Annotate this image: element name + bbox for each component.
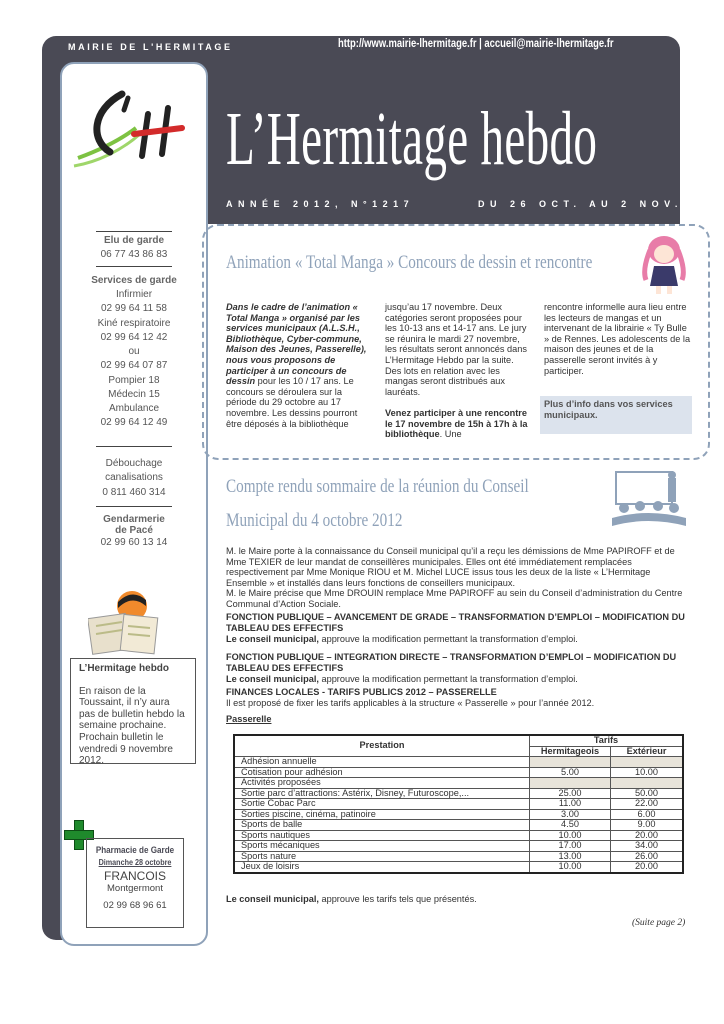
exterieur-cell: 10.00 xyxy=(611,767,684,778)
hebdo-notice-box xyxy=(70,658,196,767)
ambulance-label: Ambulance xyxy=(108,403,160,414)
canalisations-label: canalisations xyxy=(105,472,163,483)
prestation-cell: Sports nature xyxy=(234,851,530,862)
hermitageois-cell: 13.00 xyxy=(530,851,611,862)
prestation-cell: Sorties piscine, cinéma, patinoire xyxy=(234,809,530,820)
prestation-cell: Sortie Cobac Parc xyxy=(234,799,530,810)
sidebar xyxy=(60,62,208,946)
kine-phone-2: 02 99 64 07 87 xyxy=(100,360,168,371)
kine-phone: 02 99 64 12 42 xyxy=(100,332,168,343)
section-1-title: FONCTION PUBLIQUE – AVANCEMENT DE GRADE – TRANSFORMATION D’EMPLOI – MODIFICATION DU TABLEAU DES EFFECTIFS xyxy=(226,612,685,633)
tarifs-table xyxy=(233,734,684,874)
exterieur-cell xyxy=(611,757,684,768)
conseil-paragraph-2: M. le Maire précise que Mme DROUIN remplace Mme PAPIROFF au sein du Conseil d’administration du Centre Communal d’Action Sociale. xyxy=(226,588,683,609)
conseil-conclusion: Le conseil municipal, approuve les tarifs tels que présentés. xyxy=(226,894,477,904)
col-hermitageois: Hermitageois xyxy=(530,746,611,757)
section-2-title: FONCTION PUBLIQUE – INTEGRATION DIRECTE – TRANSFORMATION D’EMPLOI – MODIFICATION DU TABLEAU DES EFFECTIFS xyxy=(226,652,677,673)
prestation-cell: Activités proposées xyxy=(234,778,530,789)
pharmacy-city: Montgermont xyxy=(107,883,163,894)
gendarmerie-title: Gendarmerie xyxy=(103,514,165,525)
ambulance-phone: 02 99 64 12 49 xyxy=(100,417,168,428)
conseil-title-line-1: Compte rendu sommaire de la réunion du Conseil xyxy=(226,476,529,497)
section-3-title: FINANCES LOCALES - TARIFS PUBLICS 2012 – PASSERELLE xyxy=(226,687,497,697)
exterieur-cell: 20.00 xyxy=(611,830,684,841)
table-row xyxy=(234,767,683,778)
manga-info-box: Plus d’info dans vos services municipaux. xyxy=(540,396,692,434)
col-prestation: Prestation xyxy=(234,735,530,757)
divider xyxy=(96,266,172,267)
prestation-cell: Sports nautiques xyxy=(234,830,530,841)
hermitageois-cell: 5.00 xyxy=(530,767,611,778)
contact-link[interactable]: http://www.mairie-lhermitage.fr | accueil@mairie-lhermitage.fr xyxy=(338,38,614,50)
pharmacy-phone: 02 99 68 96 61 xyxy=(103,900,167,911)
divider xyxy=(96,446,172,447)
table-row xyxy=(234,809,683,820)
table-row xyxy=(234,862,683,873)
col-tarifs: Tarifs xyxy=(530,735,684,746)
exterieur-cell: 20.00 xyxy=(611,862,684,873)
section-1-text: Le conseil municipal, approuve la modification permettant la transformation d’emploi. xyxy=(226,634,578,644)
pharmacy-date: Dimanche 28 octobre xyxy=(98,858,172,867)
debouchage-label: Débouchage xyxy=(105,458,163,469)
infirmier-phone: 02 99 64 11 58 xyxy=(101,303,167,314)
elu-phone: 06 77 43 86 83 xyxy=(100,249,168,260)
hermitageois-cell: 17.00 xyxy=(530,841,611,852)
manga-col-3: rencontre informelle aura lieu entre les lecteurs de mangas et un intervenant de la librairie « Ty Bulle » de Rennes. Les adolescents de la maison des jeunes et de la passerelle seront invités à y participer. xyxy=(544,302,691,376)
section-2-text: Le conseil municipal, approuve la modification permettant la transformation d’emploi. xyxy=(226,674,578,684)
hermitageois-cell: 25.00 xyxy=(530,788,611,799)
medecin-label: Médecin 15 xyxy=(108,389,160,400)
manga-title: Animation « Total Manga » Concours de dessin et rencontre xyxy=(226,252,593,273)
services-title: Services de garde xyxy=(91,275,177,286)
gendarmerie-phone: 02 99 60 13 14 xyxy=(100,537,168,548)
council-meeting-icon xyxy=(606,468,690,538)
debouchage-phone: 0 811 460 314 xyxy=(102,487,166,498)
conseil-paragraph-1: M. le Maire porte à la connaissance du Conseil municipal qu’il a reçu les démissions de Mme PAPIROFF et de Mme TEXIER de leur mandat de conseillères municipales. Elles ont été immédiatement remplacées respectivement par Mme Monique RIOU et M. Michel LUCE issus tous les deux de la liste « L’Hermitage Ensemble » et installés dans leurs fonctions de conseillers municipaux. xyxy=(226,546,675,588)
manga-character-icon xyxy=(636,230,692,296)
logo-icon xyxy=(70,80,194,180)
table-row xyxy=(234,778,683,789)
exterieur-cell: 50.00 xyxy=(611,788,684,799)
prestation-cell: Adhésion annuelle xyxy=(234,757,530,768)
hermitageois-cell: 4.50 xyxy=(530,820,611,831)
table-row xyxy=(234,830,683,841)
divider xyxy=(96,231,172,232)
hermitageois-cell xyxy=(530,757,611,768)
prestation-cell: Cotisation pour adhésion xyxy=(234,767,530,778)
pharmacy-box xyxy=(86,838,184,928)
newspaper-reader-icon xyxy=(88,588,160,656)
hermitageois-cell: 11.00 xyxy=(530,799,611,810)
infirmier-label: Infirmier xyxy=(115,289,153,300)
table-row xyxy=(234,788,683,799)
manga-col-2: jusqu’au 17 novembre. Deux catégories seront proposées pour les 10-13 ans et 14-17 ans. Le jury se réunira le mardi 27 novembre, les résultats seront annoncés dans L’Hermitage Hebdo par la suite. Des lots en relation avec les mangas seront distribués aux lauréats. Venez participer à une rencontre le 17 novembre de 15h à 17h à la bibliothèque. Une xyxy=(385,302,528,440)
table-row xyxy=(234,799,683,810)
mairie-label: MAIRIE DE L'HERMITAGE xyxy=(68,42,233,52)
divider xyxy=(96,506,172,507)
section-3-text: Il est proposé de fixer les tarifs applicables à la structure « Passerelle » pour l’année 2012. xyxy=(226,698,595,708)
ou-label: ou xyxy=(128,346,140,357)
table-header-row xyxy=(234,735,683,746)
page-title: L’Hermitage hebdo xyxy=(226,97,598,181)
hermitageois-cell: 3.00 xyxy=(530,809,611,820)
table-row xyxy=(234,851,683,862)
hermitageois-cell xyxy=(530,778,611,789)
prestation-cell: Sports mécaniques xyxy=(234,841,530,852)
exterieur-cell xyxy=(611,778,684,789)
kine-label: Kiné respiratoire xyxy=(97,318,171,329)
passerelle-heading: Passerelle xyxy=(226,714,272,724)
prestation-cell: Sortie parc d’attractions: Astérix, Disney, Futuroscope,... xyxy=(234,788,530,799)
exterieur-cell: 34.00 xyxy=(611,841,684,852)
table-row xyxy=(234,820,683,831)
prestation-cell: Sports de balle xyxy=(234,820,530,831)
hermitageois-cell: 10.00 xyxy=(530,830,611,841)
exterieur-cell: 6.00 xyxy=(611,809,684,820)
issue-dates: DU 26 OCT. AU 2 NOV. xyxy=(478,199,683,209)
issue-number: ANNÉE 2012, N°1217 xyxy=(226,199,415,209)
elu-title: Elu de garde xyxy=(103,235,164,246)
pompier-label: Pompier 18 xyxy=(108,375,160,386)
pharmacy-name: FRANCOIS xyxy=(103,869,166,883)
pharmacy-title: Pharmacie de Garde xyxy=(95,845,175,855)
prestation-cell: Jeux de loisirs xyxy=(234,862,530,873)
exterieur-cell: 26.00 xyxy=(611,851,684,862)
hermitageois-cell: 10.00 xyxy=(530,862,611,873)
hebdo-notice-text: En raison de la Toussaint, il n’y aura pas de bulletin hebdo la semaine prochaine. Prochain bulletin le vendredi 9 novembre 2012. xyxy=(79,685,185,767)
exterieur-cell: 9.00 xyxy=(611,820,684,831)
gendarmerie-title-2: de Pacé xyxy=(115,525,153,536)
manga-col-1: Dans le cadre de l’animation « Total Manga » organisé par les services municipaux (A.L.S.H., Bibliothèque, Cyber-commune, Maison des Jeunes, Passerelle), nous vous proposons de participer à un concours de dessin pour les 10 / 17 ans. Le concours se déroulera sur la période du 29 octobre au 17 novembre. Les dessins pourront être déposés à la bibliothèque xyxy=(226,302,367,429)
conseil-title-line-2: Municipal du 4 octobre 2012 xyxy=(226,510,403,531)
suite-page: (Suite page 2) xyxy=(632,918,686,928)
col-exterieur: Extérieur xyxy=(611,746,684,757)
table-row xyxy=(234,841,683,852)
table-row xyxy=(234,757,683,768)
hebdo-notice-title: L’Hermitage hebdo xyxy=(79,663,170,674)
exterieur-cell: 22.00 xyxy=(611,799,684,810)
